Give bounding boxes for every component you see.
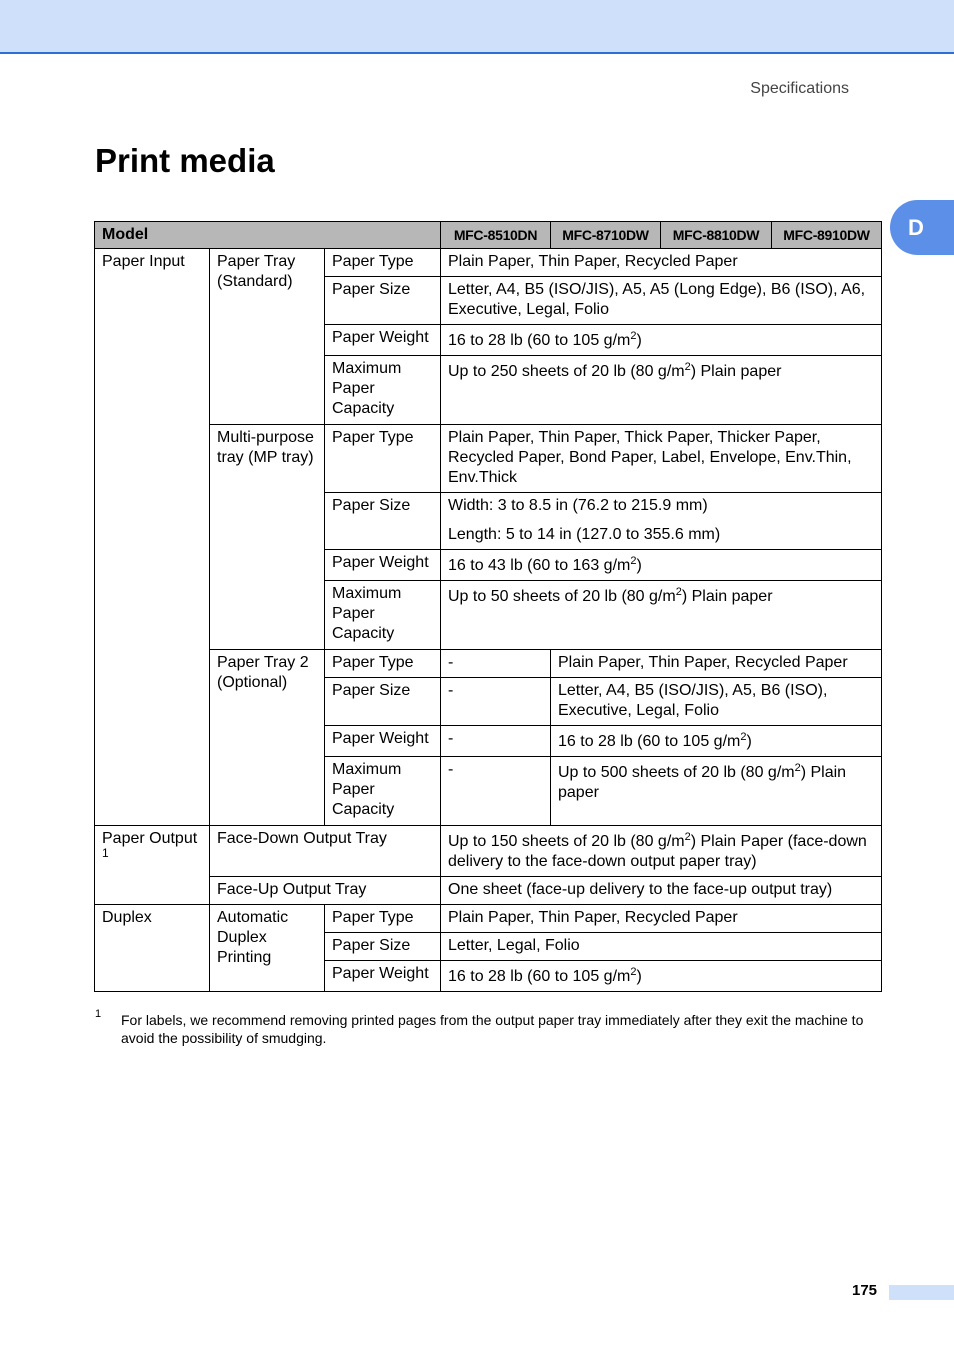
model-header-cell: MFC-8510DN	[441, 222, 551, 249]
superscript: 2	[684, 361, 691, 373]
row-value: Letter, A4, B5 (ISO/JIS), A5, A5 (Long Edge), B6 (ISO), A6, Executive, Legal, Folio	[441, 277, 882, 325]
row-value	[551, 726, 882, 757]
table-row	[95, 877, 882, 905]
model-header: Model	[95, 222, 441, 249]
superscript: 2	[630, 966, 637, 978]
row-label: Paper Size	[325, 493, 441, 550]
model-header-cell: MFC-8910DW	[772, 222, 882, 249]
row-value: One sheet (face-up delivery to the face-up output tray)	[441, 877, 882, 905]
row-label: Paper Type	[325, 905, 441, 933]
capacity-text: Up to 500 sheets of 20 lb (80 g/m	[558, 764, 795, 781]
superscript: 2	[630, 330, 637, 342]
dash-cell: -	[441, 757, 551, 826]
row-label: Paper Type	[325, 425, 441, 493]
superscript: 2	[740, 731, 747, 743]
footnote-text: For labels, we recommend removing printed pages from the output paper tray immediately after they exit the machine to avoid the possibility of smudging.	[121, 1012, 864, 1046]
print-media-table	[94, 221, 882, 992]
row-label: Maximum Paper Capacity	[325, 356, 441, 425]
close-paren: )	[636, 557, 642, 574]
row-value: Letter, A4, B5 (ISO/JIS), A5, B6 (ISO), Executive, Legal, Folio	[551, 678, 882, 726]
tray-2-label: Paper Tray 2 (Optional)	[210, 650, 325, 826]
superscript: 2	[675, 586, 682, 598]
size-length: Length: 5 to 14 in (127.0 to 355.6 mm)	[448, 526, 721, 543]
table-row	[95, 826, 882, 877]
table-row	[95, 249, 882, 277]
row-value: Letter, Legal, Folio	[441, 933, 882, 961]
section-label: Specifications	[750, 80, 849, 97]
row-label: Maximum Paper Capacity	[325, 581, 441, 650]
dash-cell: -	[441, 650, 551, 678]
mp-tray-label: Multi-purpose tray (MP tray)	[210, 425, 325, 650]
row-value	[441, 581, 882, 650]
row-label: Paper Weight	[325, 726, 441, 757]
weight-text: 16 to 28 lb (60 to 105 g/m	[448, 332, 631, 349]
page-title: Print media	[95, 142, 275, 179]
table-row	[95, 905, 882, 933]
face-down-label: Face-Down Output Tray	[210, 826, 441, 877]
face-down-text-end: ) Plain Paper (face-down delivery to the face-down output paper tray)	[448, 833, 867, 870]
auto-duplex-label: Automatic Duplex Printing	[210, 905, 325, 992]
superscript: 2	[794, 762, 801, 774]
row-value: Plain Paper, Thin Paper, Recycled Paper	[441, 905, 882, 933]
capacity-text-end: ) Plain paper	[690, 363, 782, 380]
face-up-label: Face-Up Output Tray	[210, 877, 441, 905]
dash-cell: -	[441, 678, 551, 726]
row-label: Paper Type	[325, 650, 441, 678]
paper-input-label: Paper Input	[95, 249, 210, 826]
model-header-cell: MFC-8710DW	[551, 222, 661, 249]
capacity-text-end: ) Plain paper	[558, 764, 847, 801]
paper-output-label	[95, 826, 210, 905]
row-label: Paper Weight	[325, 550, 441, 581]
table-header-row	[95, 222, 882, 249]
row-value	[441, 826, 882, 877]
capacity-text-end: ) Plain paper	[681, 588, 773, 605]
footnote-ref: 1	[102, 846, 109, 860]
page-number: 175	[852, 1282, 878, 1299]
row-label: Paper Weight	[325, 325, 441, 356]
row-value: Plain Paper, Thin Paper, Thick Paper, Thicker Paper, Recycled Paper, Bond Paper, Label, Envelope, Env.Thin, Env.Thick	[441, 425, 882, 493]
row-value: Plain Paper, Thin Paper, Recycled Paper	[551, 650, 882, 678]
footer-bar	[889, 1285, 954, 1300]
row-value	[551, 757, 882, 826]
row-label: Paper Size	[325, 933, 441, 961]
paper-output-text: Paper Output	[102, 830, 198, 847]
model-header-cell: MFC-8810DW	[661, 222, 772, 249]
row-value	[441, 325, 882, 356]
appendix-tab[interactable]: D	[890, 200, 954, 255]
footnote-mark: 1	[95, 1008, 102, 1020]
row-value	[441, 550, 882, 581]
weight-text: 16 to 28 lb (60 to 105 g/m	[448, 968, 631, 985]
weight-text: 16 to 28 lb (60 to 105 g/m	[558, 733, 741, 750]
row-value	[441, 356, 882, 425]
capacity-text: Up to 250 sheets of 20 lb (80 g/m	[448, 363, 685, 380]
row-value: Plain Paper, Thin Paper, Recycled Paper	[441, 249, 882, 277]
superscript: 2	[630, 555, 637, 567]
row-value	[441, 493, 882, 550]
tray-standard-label: Paper Tray (Standard)	[210, 249, 325, 425]
table-row	[95, 425, 882, 493]
close-paren: )	[746, 733, 752, 750]
size-width: Width: 3 to 8.5 in (76.2 to 215.9 mm)	[448, 497, 708, 514]
row-label: Paper Size	[325, 277, 441, 325]
superscript: 2	[684, 831, 691, 843]
duplex-label: Duplex	[95, 905, 210, 992]
row-label: Maximum Paper Capacity	[325, 757, 441, 826]
close-paren: )	[636, 332, 642, 349]
weight-text: 16 to 43 lb (60 to 163 g/m	[448, 557, 631, 574]
row-label: Paper Weight	[325, 961, 441, 992]
capacity-text: Up to 50 sheets of 20 lb (80 g/m	[448, 588, 676, 605]
close-paren: )	[636, 968, 642, 985]
header-bar	[0, 0, 954, 54]
row-label: Paper Size	[325, 678, 441, 726]
dash-cell: -	[441, 726, 551, 757]
face-down-text: Up to 150 sheets of 20 lb (80 g/m	[448, 833, 685, 850]
row-label: Paper Type	[325, 249, 441, 277]
table-row	[95, 650, 882, 678]
row-value	[441, 961, 882, 992]
